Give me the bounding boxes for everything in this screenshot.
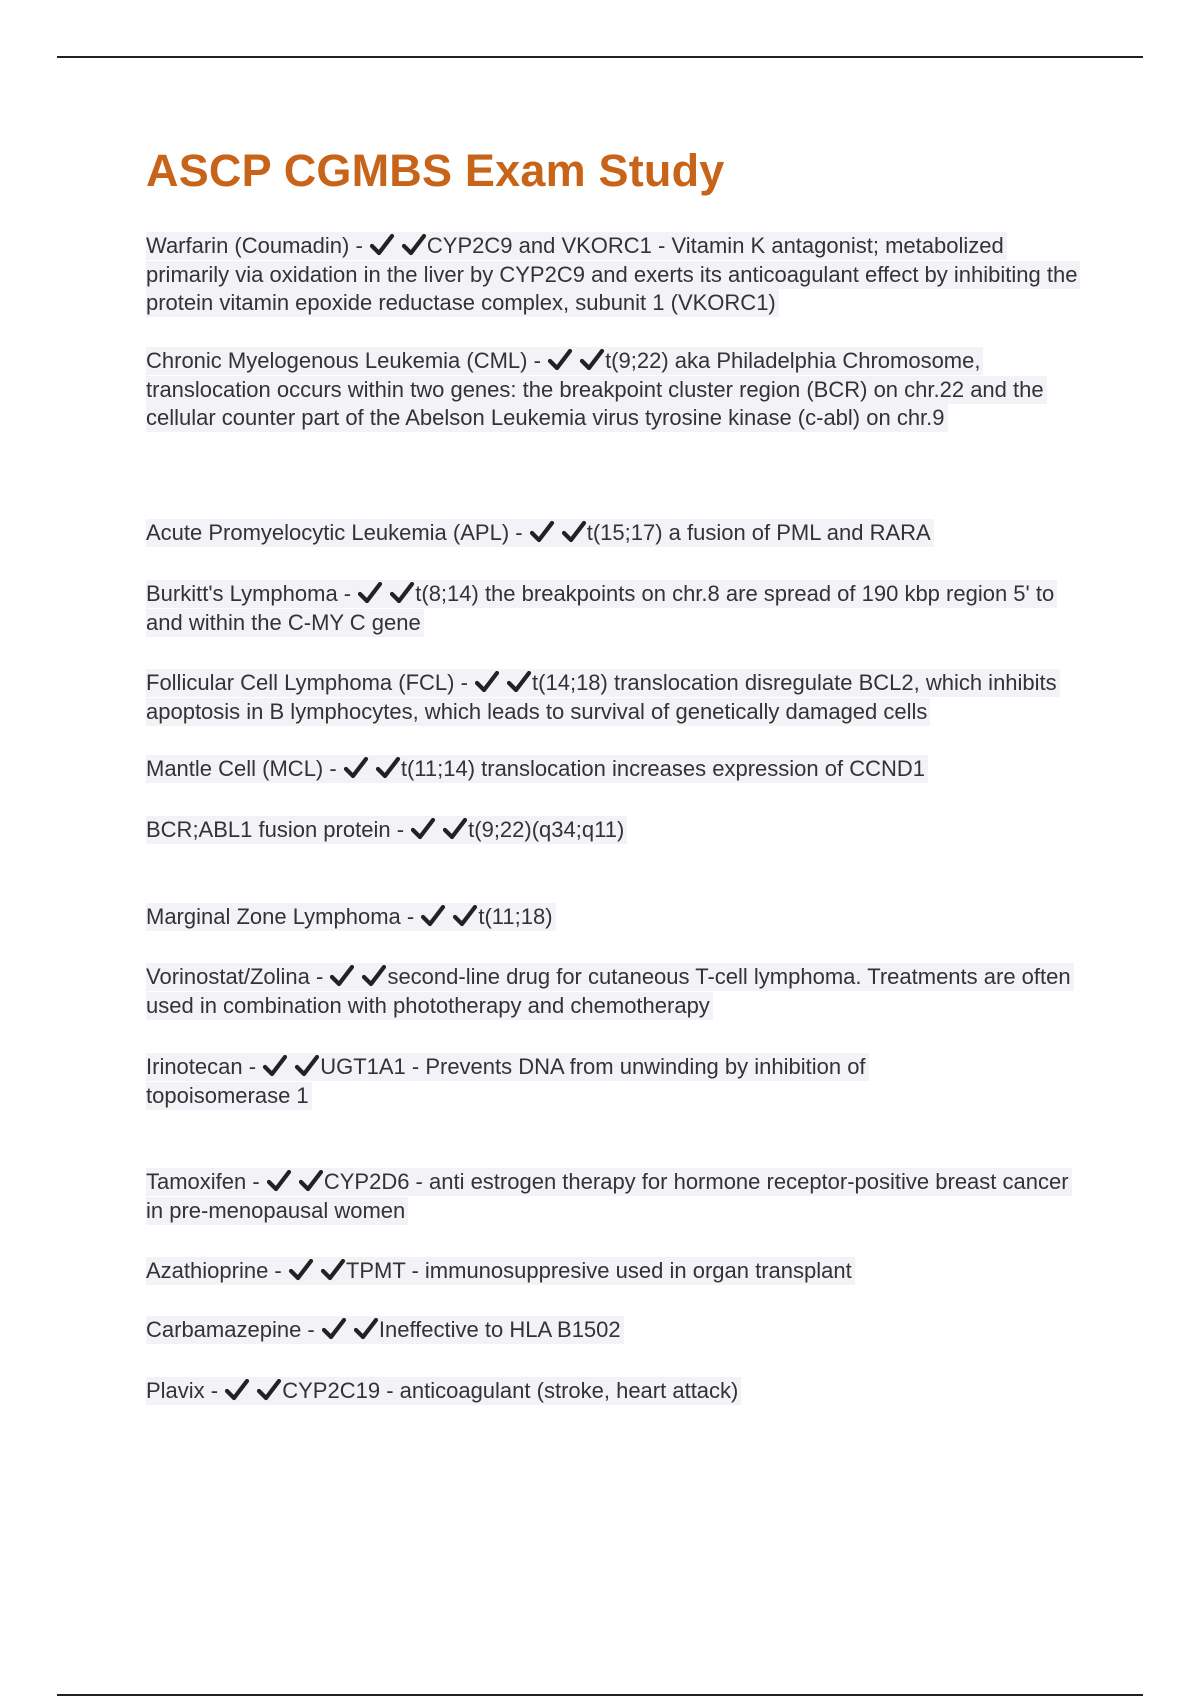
flashcard	[146, 1316, 1086, 1345]
flashcard-answer: t(11;14) translocation increases expression of CCND1	[400, 756, 925, 781]
term-separator: -	[242, 1054, 263, 1079]
flashcard-answer: t(15;17) a fusion of PML and RARA	[586, 520, 931, 545]
checkmark-icon	[442, 818, 468, 840]
checkmark-icon	[389, 582, 415, 604]
term-separator: -	[509, 520, 529, 545]
flashcard-term: Azathioprine	[146, 1258, 269, 1283]
flashcard	[146, 669, 1086, 726]
flashcard-text	[146, 1168, 1072, 1225]
term-separator: -	[301, 1317, 321, 1342]
flashcard-answer: UGT1A1 - Prevents DNA from unwinding by inhibition of topoisomerase 1	[146, 1054, 866, 1108]
checkmark-icon	[561, 521, 587, 543]
term-separator: -	[268, 1258, 288, 1283]
term-separator: -	[246, 1169, 266, 1194]
checkmark-icon	[375, 757, 401, 779]
flashcard-text	[146, 963, 1074, 1020]
checkmark-icon	[420, 905, 446, 927]
checkmark-icon	[256, 1379, 282, 1401]
flashcard-term: Irinotecan	[146, 1054, 243, 1079]
flashcard-text	[146, 903, 556, 931]
checkmark-icon	[321, 1318, 347, 1340]
checkmark-icon	[410, 818, 436, 840]
checkmark-icon	[294, 1055, 320, 1077]
flashcard	[146, 1257, 1086, 1286]
term-separator: -	[349, 233, 369, 258]
flashcard-text	[146, 1377, 741, 1405]
flashcard-text	[146, 519, 934, 547]
flashcard-answer: TPMT - immunosuppresive used in organ transplant	[345, 1258, 852, 1283]
flashcard-term: Vorinostat/Zolina	[146, 964, 310, 989]
checkmark-icon	[288, 1259, 314, 1281]
flashcard-term: Chronic Myelogenous Leukemia (CML)	[146, 348, 528, 373]
flashcard	[146, 755, 1086, 784]
checkmark-icon	[506, 671, 532, 693]
checkmark-icon	[529, 521, 555, 543]
flashcard-term: Burkitt's Lymphoma	[146, 581, 338, 606]
checkmark-icon	[320, 1259, 346, 1281]
flashcard	[146, 903, 1086, 932]
flashcard-term: Mantle Cell (MCL)	[146, 756, 324, 781]
flashcard-term: BCR;ABL1 fusion protein	[146, 817, 391, 842]
checkmark-icon	[547, 349, 573, 371]
flashcard-term: Warfarin (Coumadin)	[146, 233, 350, 258]
checkmark-icon	[452, 905, 478, 927]
flashcard-answer: CYP2D6 - anti estrogen therapy for hormone receptor-positive breast cancer in pre-menopausal women	[146, 1169, 1069, 1223]
term-separator: -	[204, 1378, 225, 1403]
checkmark-icon	[369, 234, 395, 256]
checkmark-icon	[343, 757, 369, 779]
flashcard-term: Carbamazepine	[146, 1317, 302, 1342]
flashcard	[146, 232, 1086, 318]
checkmark-icon	[329, 965, 355, 987]
checkmark-icon	[262, 1055, 288, 1077]
flashcard-text	[146, 669, 1060, 726]
flashcard	[146, 816, 1086, 845]
flashcard-answer: second-line drug for cutaneous T-cell lymphoma. Treatments are often used in combination with phototherapy and chemotherapy	[146, 964, 1071, 1018]
flashcard-text	[146, 816, 627, 844]
checkmark-icon	[357, 582, 383, 604]
flashcard-text	[146, 347, 1047, 432]
term-separator: -	[400, 904, 421, 929]
flashcard	[146, 580, 1086, 637]
flashcard	[146, 347, 1086, 433]
flashcard-term: Acute Promyelocytic Leukemia (APL)	[146, 520, 510, 545]
flashcard	[146, 963, 1086, 1020]
term-separator: -	[337, 581, 358, 606]
flashcard-answer: t(9;22)(q34;q11)	[468, 817, 625, 842]
top-rule	[57, 56, 1143, 58]
flashcard-term: Marginal Zone Lymphoma	[146, 904, 401, 929]
checkmark-icon	[474, 671, 500, 693]
page-title: ASCP CGMBS Exam Study	[146, 145, 725, 196]
term-separator: -	[323, 756, 343, 781]
flashcard-answer: CYP2C9 and VKORC1 - Vitamin K antagonist; metabolized primarily via oxidation in the liver by CYP2C9 and exerts its anticoagulant effect by inhibiting the protein vitamin epoxide reductase complex, subunit 1 (VKORC1)	[146, 233, 1078, 315]
flashcard-term: Plavix	[146, 1378, 205, 1403]
term-separator: -	[309, 964, 330, 989]
flashcard-term: Tamoxifen	[146, 1169, 247, 1194]
flashcard-text	[146, 1053, 869, 1110]
checkmark-icon	[353, 1318, 379, 1340]
flashcard	[146, 1053, 946, 1110]
flashcard	[146, 519, 1086, 548]
checkmark-icon	[266, 1170, 292, 1192]
flashcard-answer: Ineffective to HLA B1502	[378, 1317, 621, 1342]
checkmark-icon	[401, 234, 427, 256]
flashcard-answer: CYP2C19 - anticoagulant (stroke, heart attack)	[282, 1378, 739, 1403]
term-separator: -	[390, 817, 411, 842]
flashcard-answer: t(11;18)	[478, 904, 553, 929]
flashcard-text	[146, 1316, 624, 1344]
flashcard-text	[146, 1257, 855, 1285]
flashcard-text	[146, 232, 1080, 317]
flashcard-text	[146, 580, 1057, 637]
checkmark-icon	[579, 349, 605, 371]
flashcard-answer: t(9;22) aka Philadelphia Chromosome, translocation occurs within two genes: the breakpoint cluster region (BCR) on chr.22 and the cellular counter part of the Abelson Leukemia virus tyrosine kinase (c-abl) on chr.9	[146, 348, 1044, 430]
checkmark-icon	[298, 1170, 324, 1192]
flashcard-answer: t(14;18) translocation disregulate BCL2, which inhibits apoptosis in B lymphocytes, which leads to survival of genetically damaged cells	[146, 670, 1057, 724]
flashcard-term: Follicular Cell Lymphoma (FCL)	[146, 670, 455, 695]
term-separator: -	[454, 670, 475, 695]
flashcard	[146, 1377, 1086, 1406]
flashcard-answer: t(8;14) the breakpoints on chr.8 are spread of 190 kbp region 5' to and within the C-MY C gene	[146, 581, 1055, 635]
term-separator: -	[527, 348, 548, 373]
flashcard-text	[146, 755, 928, 783]
flashcard	[146, 1168, 1086, 1225]
checkmark-icon	[361, 965, 387, 987]
checkmark-icon	[224, 1379, 250, 1401]
bottom-rule	[57, 1694, 1143, 1696]
